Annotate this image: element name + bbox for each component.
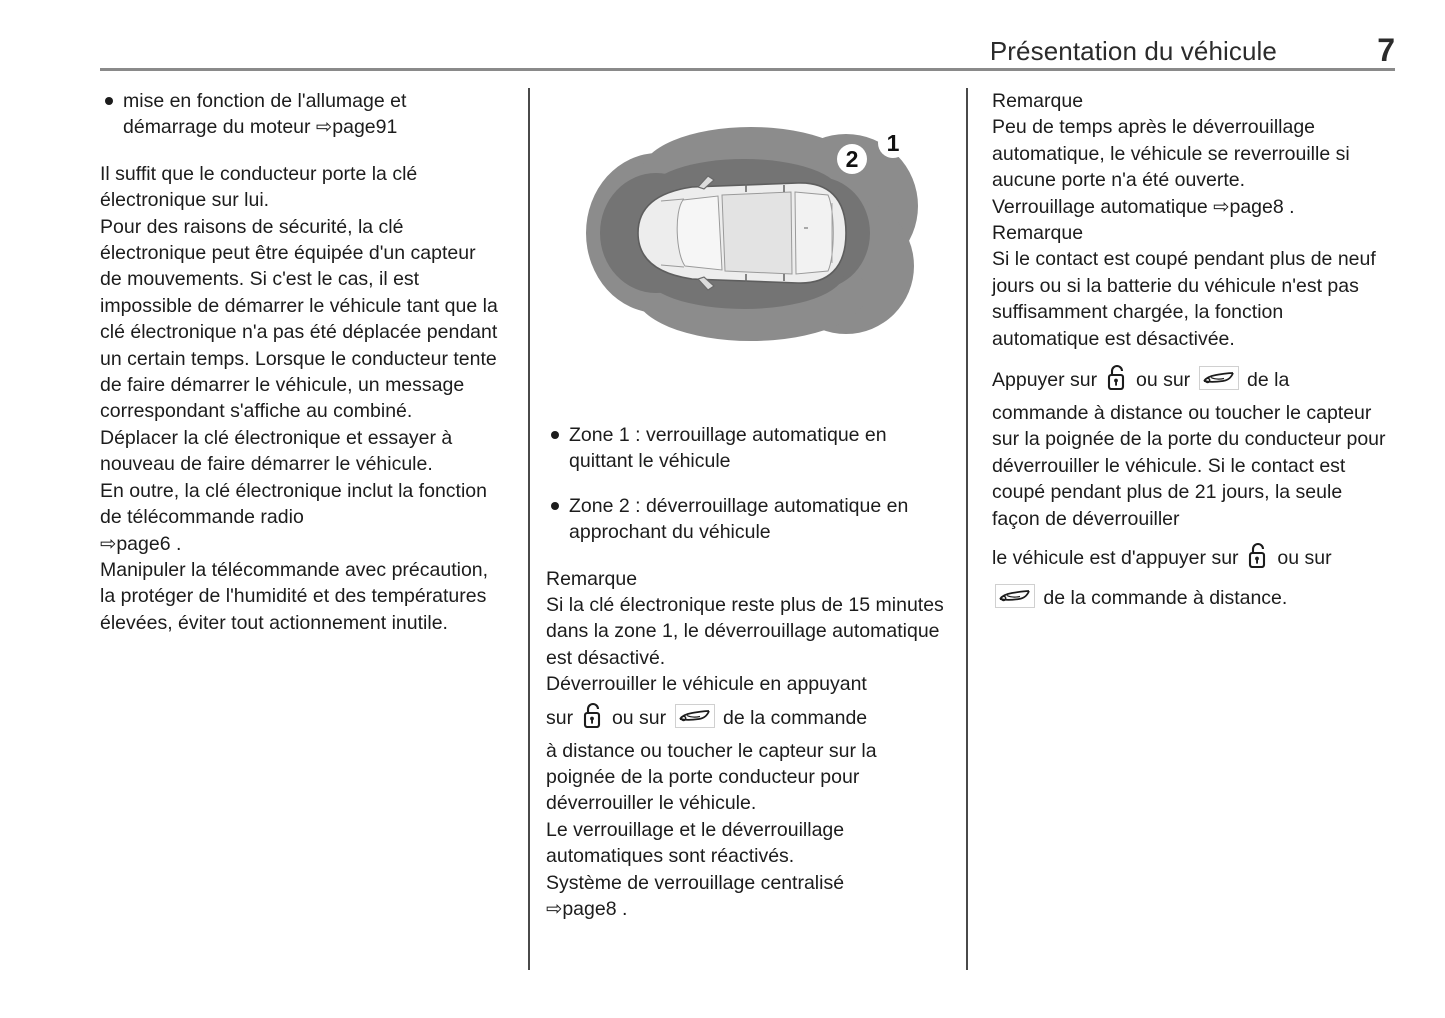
paragraph-line: Il suffit que le conducteur porte la clé xyxy=(100,162,418,185)
car-trunk-icon xyxy=(675,702,715,726)
text-fragment: ou sur xyxy=(1135,369,1191,392)
text-fragment: de la commande à distance. xyxy=(1043,587,1288,610)
header-rule xyxy=(100,68,1395,71)
list-item: Zone 2 : déverrouillage automatique en approchant du véhicule xyxy=(546,493,950,546)
vehicle-zones-illustration xyxy=(546,88,950,408)
paragraph: Manipuler la télécommande avec précaution, la protéger de l'humidité et des températures élevées, éviter tout actionnement inutile. xyxy=(100,558,489,634)
note-heading: Remarque xyxy=(546,567,638,590)
paragraph-with-icons xyxy=(992,538,1395,578)
text-fragment: le véhicule est d'appuyer sur xyxy=(992,547,1239,570)
text-fragment: de la commande xyxy=(722,706,868,729)
unlock-padlock-icon xyxy=(582,702,604,730)
paragraph: Système de verrouillage centralisé xyxy=(546,871,845,894)
zone-label-2 xyxy=(837,144,867,174)
paragraph-line: électronique sur lui. xyxy=(100,189,270,212)
paragraph xyxy=(100,161,502,214)
text-fragment: Appuyer sur xyxy=(992,369,1098,392)
column-2-zone-list xyxy=(546,422,950,546)
unlock-padlock-icon xyxy=(1247,542,1269,570)
paragraph-with-icons xyxy=(992,360,1395,400)
page-reference: ⇨page6 . xyxy=(100,532,182,555)
paragraph: En outre, la clé électronique inclut la fonction de télécommande radio xyxy=(100,479,487,529)
zone-label-2-text: 2 xyxy=(845,146,859,172)
car-trunk-icon xyxy=(1199,364,1239,388)
paragraph: Déverrouiller le véhicule en appuyant xyxy=(546,673,867,696)
paragraph: Pour des raisons de sécurité, la clé électronique peut être équipée d'un capteur de mouvements. Si c'est le cas, il est impossible de démarrer le véhicule tant que la clé électronique n'a pas été déplacée pendant un certain temps. Lorsque le conducteur tente de faire démarrer le véhicule, un message correspondant s'affiche au combiné. xyxy=(100,215,498,423)
column-3 xyxy=(992,88,1395,618)
column-1-bullet-list xyxy=(100,88,502,141)
page-number: 7 xyxy=(1377,32,1395,68)
paragraph: commande à distance ou toucher le capteur sur la poignée de la porte du conducteur pour déverrouiller le véhicule. Si le contact est coupé pendant plus de 21 jours, la seule façon de déverrouiller xyxy=(992,402,1386,530)
car-top-view xyxy=(638,176,846,290)
unlock-padlock-icon xyxy=(1106,364,1128,392)
note-heading: Remarque xyxy=(992,222,1084,245)
page-title: Présentation du véhicule xyxy=(989,36,1277,66)
paragraph: Peu de temps après le déverrouillage automatique, le véhicule se reverrouille si aucune porte n'a été ouverte. xyxy=(992,116,1350,192)
list-item: Zone 1 : verrouillage automatique en quittant le véhicule xyxy=(546,422,950,475)
zone-label-1-text: 1 xyxy=(886,130,900,156)
column-2 xyxy=(546,88,950,923)
column-1 xyxy=(100,88,502,636)
paragraph: Si la clé électronique reste plus de 15 minutes dans la zone 1, le déverrouillage automatique est désactivé. xyxy=(546,594,944,669)
list-item: mise en fonction de l'allumage et démarrage du moteur ⇨page91 xyxy=(100,88,502,141)
paragraph: à distance ou toucher le capteur sur la poignée de la porte conducteur pour déverrouiller le véhicule. xyxy=(546,739,877,815)
text-fragment: ou sur xyxy=(611,706,667,729)
paragraph: Déplacer la clé électronique et essayer à nouveau de faire démarrer le véhicule. xyxy=(100,426,453,476)
paragraph-with-icons xyxy=(992,578,1395,618)
text-fragment: sur xyxy=(546,706,574,729)
car-trunk-icon xyxy=(995,582,1035,606)
zone-label-1 xyxy=(878,128,908,158)
content-columns xyxy=(0,88,1445,978)
text-fragment: ou sur xyxy=(1277,547,1332,570)
note-heading: Remarque xyxy=(992,90,1084,112)
paragraph: Si le contact est coupé pendant plus de neuf jours ou si la batterie du véhicule n'est pas suffisamment chargée, la fonction automatique est désactivée. xyxy=(992,248,1376,350)
paragraph: Le verrouillage et le déverrouillage automatiques sont réactivés. xyxy=(546,818,845,868)
text-fragment: de la xyxy=(1247,369,1290,392)
paragraph-with-icons xyxy=(546,698,950,738)
page-reference: Verrouillage automatique ⇨page8 . xyxy=(992,195,1295,218)
page-reference: ⇨page8 . xyxy=(546,898,628,921)
